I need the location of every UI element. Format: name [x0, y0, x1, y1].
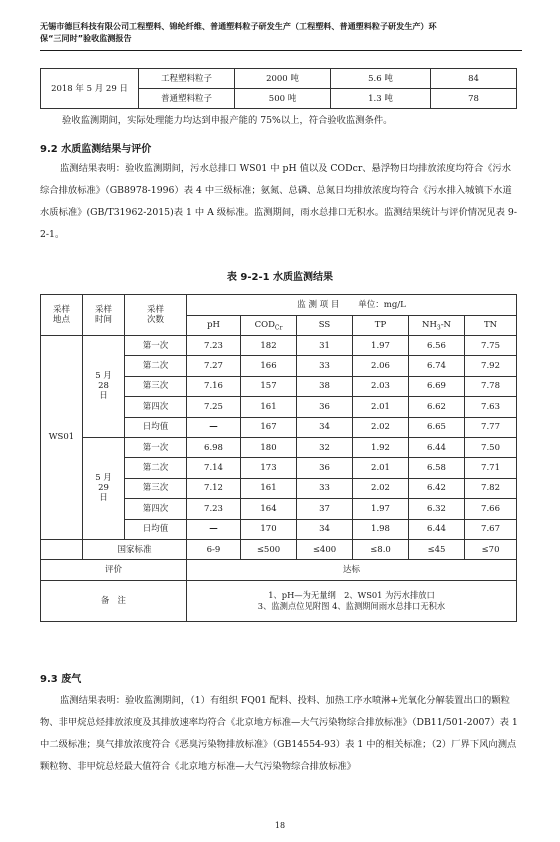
header-site: 采样地点 — [41, 295, 83, 336]
percent-cell: 84 — [431, 69, 517, 89]
section-9-2-heading: 9.2 水质监测结果与评价 — [40, 144, 152, 155]
value-cell: 31 — [297, 336, 353, 356]
header-rule — [40, 50, 522, 51]
value-cell: 7.66 — [465, 499, 517, 519]
col-tp: TP — [353, 315, 409, 336]
actual-cell: 1.3 吨 — [331, 89, 431, 109]
value-cell: 2.02 — [353, 417, 409, 437]
header-items — [187, 295, 517, 316]
value-cell: 7.23 — [187, 499, 241, 519]
col-nh3n — [409, 315, 465, 336]
value-cell: 7.71 — [465, 458, 517, 478]
value-cell: 7.82 — [465, 478, 517, 498]
remarks-value — [187, 580, 517, 621]
date-cell: 5 月 28 日 — [83, 336, 125, 438]
value-cell: 7.92 — [465, 356, 517, 376]
value-cell: 6.44 — [409, 519, 465, 539]
capacity-note: 验收监测期间，实际处理能力均达到申报产能的 75%以上，符合验收监测条件。 — [62, 115, 393, 126]
value-cell: 167 — [241, 417, 297, 437]
remarks-line-1: 1、pH—为无量纲 2、WS01 为污水排放口 — [268, 589, 435, 600]
remarks-line-2: 3、监测点位见附图 4、监测期间雨水总排口无积水 — [257, 600, 446, 611]
value-cell: 182 — [241, 336, 297, 356]
section-9-3-heading: 9.3 废气 — [40, 674, 82, 685]
standard-cell: ≤400 — [297, 539, 353, 559]
value-cell: 36 — [297, 458, 353, 478]
count-cell: 日均值 — [125, 417, 187, 437]
standard-cell: ≤500 — [241, 539, 297, 559]
header-line-1: 无锡市德巨科技有限公司工程塑料、锦纶纤维、普通塑料粒子研发生产（工程塑料、普通塑料粒子研发生产）环 — [40, 21, 437, 31]
capacity-table — [40, 68, 517, 109]
evaluation-label: 评价 — [41, 560, 187, 580]
col-tn: TN — [465, 315, 517, 336]
water-quality-table — [40, 294, 517, 622]
value-cell: 6.58 — [409, 458, 465, 478]
table-row — [41, 437, 517, 457]
value-cell: 6.32 — [409, 499, 465, 519]
value-cell: 1.92 — [353, 437, 409, 457]
value-cell: 7.63 — [465, 397, 517, 417]
value-cell: — — [187, 417, 241, 437]
col-nh-label: NH — [422, 320, 437, 331]
col-nh-sub: 3 — [436, 324, 441, 332]
table-row — [41, 539, 517, 559]
table-row — [41, 336, 517, 356]
value-cell: 164 — [241, 499, 297, 519]
count-cell: 第四次 — [125, 499, 187, 519]
value-cell: 33 — [297, 356, 353, 376]
col-nh-suffix: -N — [440, 320, 451, 331]
design-cell: 2000 吨 — [235, 69, 331, 89]
percent-cell: 78 — [431, 89, 517, 109]
table-row — [41, 580, 517, 621]
value-cell: 32 — [297, 437, 353, 457]
value-cell: 34 — [297, 417, 353, 437]
value-cell: 157 — [241, 376, 297, 396]
section-9-3-paragraph: 监测结果表明：验收监测期间，（1）有组织 FQ01 配料、投料、加热工序水喷淋+光氧化分解装置出口的颗粒物、非甲烷总烃排放浓度及其排放速率均符合《北京地方标准—大气污染物综合排放标准》（DB11/501-2007）表 1 中二级标准；臭气排放浓度符合《恶臭污染物排放标准》（GB14554-93）表 1 中的相关标准；（2）厂界下风向测点颗粒物、非甲烷总烃最大值符合《北京地方标准—大气污染物综合排放标准》 — [40, 695, 518, 772]
value-cell: 173 — [241, 458, 297, 478]
value-cell: 1.97 — [353, 336, 409, 356]
capacity-date: 2018 年 5 月 29 日 — [41, 69, 139, 109]
standard-label: 国家标准 — [83, 539, 187, 559]
value-cell: 6.44 — [409, 437, 465, 457]
value-cell: 7.23 — [187, 336, 241, 356]
value-cell: 7.67 — [465, 519, 517, 539]
page-number: 18 — [274, 821, 286, 830]
value-cell: 6.65 — [409, 417, 465, 437]
document-header — [40, 20, 522, 44]
standard-spacer — [41, 539, 83, 559]
value-cell: 6.98 — [187, 437, 241, 457]
value-cell: 33 — [297, 478, 353, 498]
value-cell: 2.06 — [353, 356, 409, 376]
count-cell: 第一次 — [125, 437, 187, 457]
value-cell: 34 — [297, 519, 353, 539]
value-cell: 7.27 — [187, 356, 241, 376]
value-cell: 2.01 — [353, 397, 409, 417]
count-cell: 第三次 — [125, 478, 187, 498]
value-cell: 7.25 — [187, 397, 241, 417]
standard-cell: ≤70 — [465, 539, 517, 559]
header-time: 采样时间 — [83, 295, 125, 336]
value-cell: 161 — [241, 397, 297, 417]
value-cell: 170 — [241, 519, 297, 539]
value-cell: 36 — [297, 397, 353, 417]
value-cell: 180 — [241, 437, 297, 457]
value-cell: 2.01 — [353, 458, 409, 478]
value-cell: 7.78 — [465, 376, 517, 396]
count-cell: 第二次 — [125, 356, 187, 376]
value-cell: 7.12 — [187, 478, 241, 498]
evaluation-value: 达标 — [187, 560, 517, 580]
product-cell: 工程塑料粒子 — [139, 69, 235, 89]
value-cell: — — [187, 519, 241, 539]
value-cell: 1.98 — [353, 519, 409, 539]
value-cell: 7.16 — [187, 376, 241, 396]
col-cod-sub: Cr — [274, 324, 283, 332]
table-row — [41, 560, 517, 580]
count-cell: 日均值 — [125, 519, 187, 539]
site-cell: WS01 — [41, 336, 83, 540]
value-cell: 7.14 — [187, 458, 241, 478]
actual-cell: 5.6 吨 — [331, 69, 431, 89]
count-cell: 第二次 — [125, 458, 187, 478]
value-cell: 6.56 — [409, 336, 465, 356]
count-cell: 第一次 — [125, 336, 187, 356]
value-cell: 6.62 — [409, 397, 465, 417]
value-cell: 6.74 — [409, 356, 465, 376]
count-cell: 第四次 — [125, 397, 187, 417]
product-cell: 普通塑料粒子 — [139, 89, 235, 109]
standard-cell: ≤45 — [409, 539, 465, 559]
value-cell: 1.97 — [353, 499, 409, 519]
standard-cell: ≤8.0 — [353, 539, 409, 559]
value-cell: 7.75 — [465, 336, 517, 356]
value-cell: 6.69 — [409, 376, 465, 396]
value-cell: 7.50 — [465, 437, 517, 457]
design-cell: 500 吨 — [235, 89, 331, 109]
header-count: 采样次数 — [125, 295, 187, 336]
header-line-2: 保“三同时”验收监测报告 — [40, 33, 132, 43]
col-ph: pH — [187, 315, 241, 336]
value-cell: 2.02 — [353, 478, 409, 498]
value-cell: 38 — [297, 376, 353, 396]
table-header-row — [41, 295, 517, 316]
value-cell: 37 — [297, 499, 353, 519]
header-unit: 单位：mg/L — [358, 299, 406, 310]
value-cell: 6.42 — [409, 478, 465, 498]
value-cell: 166 — [241, 356, 297, 376]
remarks-label: 备 注 — [41, 580, 187, 621]
header-items-label: 监 测 项 目 — [297, 299, 340, 310]
value-cell: 161 — [241, 478, 297, 498]
value-cell: 7.77 — [465, 417, 517, 437]
section-9-2-paragraph: 监测结果表明：验收监测期间，污水总排口 WS01 中 pH 值以及 CODcr、悬浮物日均排放浓度均符合《污水综合排放标准》（GB8978-1996）表 4 中三级标准；氨氮、总磷、总氮日均排放浓度均符合《污水排入城镇下水道水质标准》(GB/T31962-2015)表 1 中 A 级标准。监测期间，雨水总排口无积水。监测结果统计与评价情况见表 9-2-1。 — [40, 163, 517, 240]
table-row — [41, 69, 517, 89]
water-table-caption: 表 9-2-1 水质监测结果 — [226, 272, 334, 283]
col-cod-label: COD — [254, 320, 275, 331]
value-cell: 2.03 — [353, 376, 409, 396]
standard-cell: 6-9 — [187, 539, 241, 559]
col-ss: SS — [297, 315, 353, 336]
count-cell: 第三次 — [125, 376, 187, 396]
date-cell: 5 月 29 日 — [83, 437, 125, 539]
col-cod — [241, 315, 297, 336]
